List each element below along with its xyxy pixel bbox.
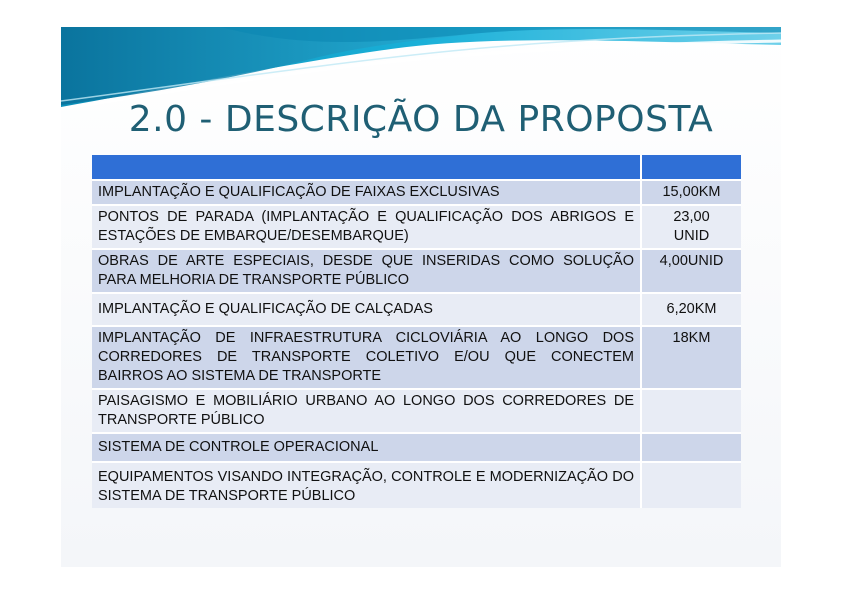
slide bbox=[61, 27, 781, 567]
table-row bbox=[92, 293, 741, 326]
table-row bbox=[92, 389, 741, 433]
slide-title: 2.0 - DESCRIÇÃO DA PROPOSTA bbox=[128, 99, 714, 140]
proposal-table bbox=[92, 155, 741, 508]
table-row bbox=[92, 462, 741, 508]
row-quantity: 6,20KM bbox=[641, 293, 741, 326]
table-row bbox=[92, 205, 741, 249]
row-quantity: 23,00 UNID bbox=[641, 205, 741, 249]
row-description: SISTEMA DE CONTROLE OPERACIONAL bbox=[92, 433, 641, 462]
row-quantity: 15,00KM bbox=[641, 180, 741, 205]
row-description: EQUIPAMENTOS VISANDO INTEGRAÇÃO, CONTROLE E MODERNIZAÇÃO DO SISTEMA DE TRANSPORTE PÚBLICO bbox=[92, 462, 641, 508]
table-row bbox=[92, 249, 741, 293]
row-description: IMPLANTAÇÃO E QUALIFICAÇÃO DE CALÇADAS bbox=[92, 293, 641, 326]
table-row bbox=[92, 180, 741, 205]
row-quantity bbox=[641, 462, 741, 508]
row-description: PONTOS DE PARADA (IMPLANTAÇÃO E QUALIFICAÇÃO DOS ABRIGOS E ESTAÇÕES DE EMBARQUE/DESEMBARQUE) bbox=[92, 205, 641, 249]
header-cell-description bbox=[92, 155, 641, 180]
row-quantity: 18KM bbox=[641, 326, 741, 389]
row-quantity bbox=[641, 389, 741, 433]
row-description: IMPLANTAÇÃO E QUALIFICAÇÃO DE FAIXAS EXCLUSIVAS bbox=[92, 180, 641, 205]
row-description: PAISAGISMO E MOBILIÁRIO URBANO AO LONGO DOS CORREDORES DE TRANSPORTE PÚBLICO bbox=[92, 389, 641, 433]
table-row bbox=[92, 326, 741, 389]
header-cell-quantity bbox=[641, 155, 741, 180]
row-description: OBRAS DE ARTE ESPECIAIS, DESDE QUE INSERIDAS COMO SOLUÇÃO PARA MELHORIA DE TRANSPORTE PÚBLICO bbox=[92, 249, 641, 293]
row-quantity bbox=[641, 433, 741, 462]
table-header-row bbox=[92, 155, 741, 180]
row-quantity: 4,00UNID bbox=[641, 249, 741, 293]
row-description: IMPLANTAÇÃO DE INFRAESTRUTURA CICLOVIÁRIA AO LONGO DOS CORREDORES DE TRANSPORTE COLETIVO E/OU QUE CONECTEM BAIRROS AO SISTEMA DE TRANSPORTE bbox=[92, 326, 641, 389]
table-row bbox=[92, 433, 741, 462]
